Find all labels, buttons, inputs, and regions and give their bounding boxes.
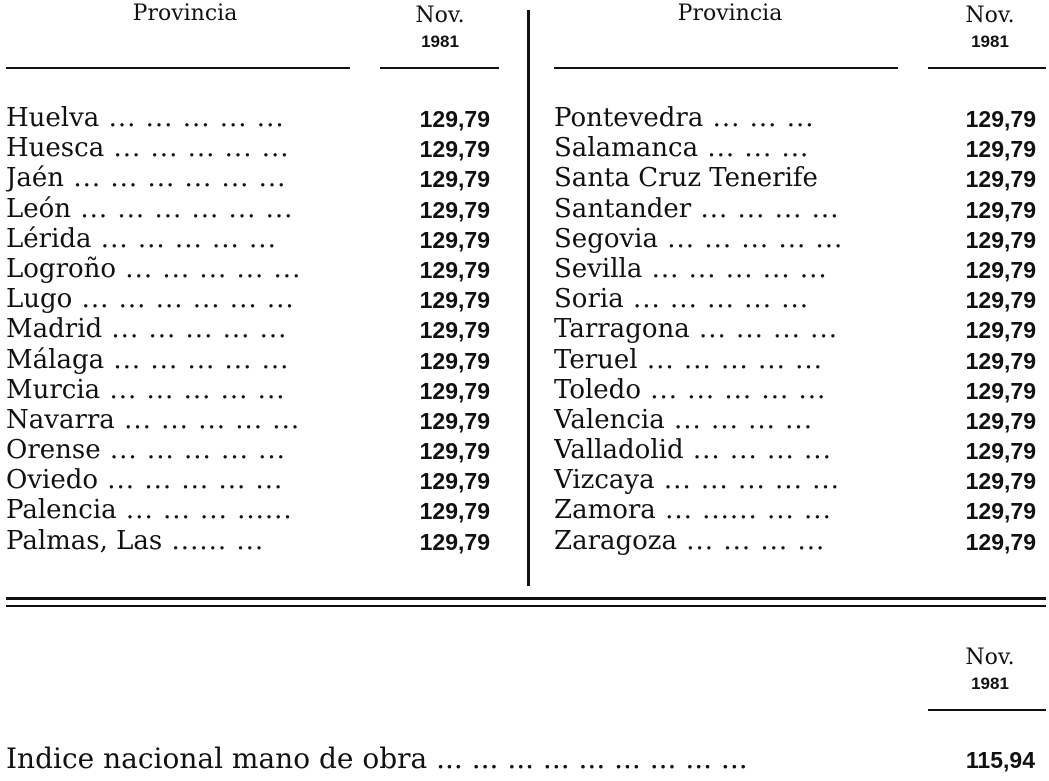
leader-dots: ... ... ... <box>703 103 815 133</box>
double-rule-top <box>6 597 1046 600</box>
province-name: Sevilla <box>554 253 643 284</box>
province-value: 129,79 <box>419 528 490 555</box>
province-name-cell <box>554 345 904 375</box>
province-row <box>554 224 1044 254</box>
province-name: Huesca <box>6 133 105 164</box>
province-value: 129,79 <box>419 166 490 193</box>
province-value: 129,79 <box>965 256 1036 283</box>
province-name: Logroño <box>6 253 117 284</box>
left-value-underline <box>380 67 499 69</box>
province-row <box>6 254 496 284</box>
province-value: 129,79 <box>965 196 1036 223</box>
index-value-underline <box>928 709 1046 711</box>
province-value: 129,79 <box>419 317 490 344</box>
province-value: 129,79 <box>965 106 1036 132</box>
province-row <box>6 194 496 224</box>
leader-dots: ... ... ... <box>698 133 810 164</box>
right-month-header: Nov. <box>965 3 1015 28</box>
leader-dots: ... ... ... ... ... <box>637 344 823 375</box>
province-row <box>554 254 1044 284</box>
leader-dots: ... ... ... ... ... <box>99 103 285 133</box>
province-row <box>6 465 496 495</box>
leader-dots: ... ... ... ...... <box>116 495 293 526</box>
left-year-header: 1981 <box>421 32 459 51</box>
province-value: 129,79 <box>419 468 490 495</box>
national-index-text: Indice nacional mano de obra <box>6 742 428 775</box>
province-name-cell <box>6 314 356 344</box>
province-name: Pontevedra <box>554 103 704 133</box>
province-name: Oviedo <box>6 465 99 496</box>
province-value: 129,79 <box>419 498 490 525</box>
leader-dots: ... ... ... ... ... <box>642 253 828 284</box>
province-value: 129,79 <box>419 377 490 404</box>
province-row <box>6 314 496 344</box>
province-name: Lugo <box>6 284 73 315</box>
province-row <box>554 103 1044 133</box>
province-name: Valencia <box>554 404 665 435</box>
province-name: Segovia <box>554 223 658 254</box>
left-provincia-header: Provincia <box>132 1 238 26</box>
province-name-cell <box>6 435 356 465</box>
leader-dots: ... ... ... ... ... <box>98 465 284 496</box>
province-row <box>6 103 496 133</box>
leader-dots: ... ... ... ... ... ... <box>72 284 295 315</box>
national-index-value: 115,94 <box>965 747 1035 773</box>
index-month-header: Nov. <box>965 645 1015 670</box>
leader-dots: ... ... ... ... ... <box>104 344 290 375</box>
national-index-label <box>6 742 748 776</box>
province-name-cell <box>554 435 904 465</box>
province-name: Murcia <box>6 374 101 405</box>
province-name-cell <box>6 194 356 224</box>
province-name-cell <box>554 133 904 163</box>
province-name: Santa Cruz Tenerife <box>554 163 818 194</box>
leader-dots: ... ... ... ... ... <box>100 374 286 405</box>
province-value: 129,79 <box>419 287 490 314</box>
province-value: 129,79 <box>419 226 490 253</box>
province-row <box>554 163 1044 193</box>
province-row <box>6 495 496 525</box>
column-divider <box>527 10 530 586</box>
province-name: León <box>6 193 72 224</box>
province-row <box>554 495 1044 525</box>
province-row <box>6 375 496 405</box>
leader-dots: ... ... ... ... ... <box>104 133 290 164</box>
province-value: 129,79 <box>419 106 490 132</box>
national-index-leader-dots: ... ... ... ... ... ... ... ... ... <box>427 742 748 775</box>
province-name-cell <box>6 465 356 495</box>
leader-dots: ...... ... <box>162 525 265 556</box>
province-row <box>554 526 1044 556</box>
province-value: 129,79 <box>965 287 1036 314</box>
province-name-cell <box>554 405 904 435</box>
leader-dots: ... ... ... ... <box>689 314 838 345</box>
right-provincia-underline <box>554 67 898 69</box>
province-name-cell <box>6 103 356 133</box>
leader-dots: ... ... ... ... ... ... <box>64 163 287 194</box>
province-row <box>554 375 1044 405</box>
leader-dots: ... ... ... ... <box>691 193 840 224</box>
province-name-cell <box>554 375 904 405</box>
province-row <box>554 345 1044 375</box>
leader-dots: ... ... ... ... ... <box>102 314 288 345</box>
province-name-cell <box>554 495 904 525</box>
province-name-cell <box>6 284 356 314</box>
province-name: Salamanca <box>554 133 699 164</box>
province-name: Huelva <box>6 103 100 133</box>
province-row <box>554 194 1044 224</box>
province-value: 129,79 <box>965 498 1036 525</box>
province-name: Zaragoza <box>554 525 677 556</box>
province-row <box>554 133 1044 163</box>
right-province-list <box>554 103 1044 556</box>
province-name: Lérida <box>6 223 92 254</box>
province-name-cell <box>554 314 904 344</box>
province-name: Palencia <box>6 495 117 526</box>
province-value: 129,79 <box>965 468 1036 495</box>
leader-dots: ... ...... ... ... <box>655 495 832 526</box>
leader-dots: ... ... ... ... <box>677 525 826 556</box>
province-name-cell <box>6 495 356 525</box>
province-value: 129,79 <box>419 438 490 465</box>
province-name-cell <box>554 163 904 193</box>
province-value: 129,79 <box>419 407 490 434</box>
province-name: Toledo <box>554 374 641 405</box>
province-value: 129,79 <box>965 528 1036 555</box>
index-year-header: 1981 <box>971 674 1009 693</box>
province-value: 129,79 <box>965 317 1036 344</box>
right-value-underline <box>928 67 1046 69</box>
province-row <box>554 284 1044 314</box>
province-name: Madrid <box>6 314 103 345</box>
province-name-cell <box>6 345 356 375</box>
leader-dots: ... ... ... ... ... <box>654 465 840 496</box>
province-name: Soria <box>554 284 624 315</box>
province-name-cell <box>554 103 904 133</box>
leader-dots: ... ... ... ... ... ... <box>71 193 294 224</box>
province-name: Jaén <box>6 163 65 194</box>
province-name: Navarra <box>6 404 115 435</box>
province-row <box>554 465 1044 495</box>
leader-dots: ... ... ... ... ... <box>100 435 286 466</box>
province-row <box>554 435 1044 465</box>
province-name-cell <box>554 526 904 556</box>
right-provincia-header: Provincia <box>677 1 783 26</box>
province-name-cell <box>6 526 356 556</box>
province-value: 129,79 <box>419 136 490 163</box>
province-name: Orense <box>6 435 101 466</box>
leader-dots: ... ... ... ... ... <box>623 284 810 315</box>
province-name: Valladolid <box>554 435 684 466</box>
province-name: Santander <box>554 193 692 224</box>
province-name-cell <box>6 224 356 254</box>
province-row <box>6 224 496 254</box>
province-name-cell <box>6 133 356 163</box>
province-name: Zamora <box>554 495 656 526</box>
province-name-cell <box>554 284 904 314</box>
leader-dots: ... ... ... ... ... <box>91 223 277 254</box>
province-name-cell <box>554 224 904 254</box>
province-name: Teruel <box>554 344 638 375</box>
leader-dots: ... ... ... ... <box>683 435 832 466</box>
right-year-header: 1981 <box>971 32 1009 51</box>
province-value: 129,79 <box>419 196 490 223</box>
province-row <box>6 345 496 375</box>
province-name-cell <box>6 163 356 193</box>
province-value: 129,79 <box>965 407 1036 434</box>
province-value: 129,79 <box>965 438 1036 465</box>
province-value: 129,79 <box>965 377 1036 404</box>
province-value: 129,79 <box>419 256 490 283</box>
province-name-cell <box>554 194 904 224</box>
province-value: 129,79 <box>965 347 1036 374</box>
leader-dots: ... ... ... ... ... <box>116 253 302 284</box>
leader-dots: ... ... ... ... ... <box>114 404 301 435</box>
province-row <box>554 405 1044 435</box>
leader-dots: ... ... ... ... ... <box>640 374 827 405</box>
province-name-cell <box>6 375 356 405</box>
province-name-cell <box>554 254 904 284</box>
province-name: Vizcaya <box>554 465 655 496</box>
province-name-cell <box>6 405 356 435</box>
province-name: Palmas, Las <box>6 525 163 556</box>
province-value: 129,79 <box>419 347 490 374</box>
province-row <box>6 405 496 435</box>
left-month-header: Nov. <box>415 3 465 28</box>
province-row <box>554 314 1044 344</box>
leader-dots: ... ... ... ... <box>664 404 813 435</box>
province-name-cell <box>554 465 904 495</box>
province-row <box>6 435 496 465</box>
province-row <box>6 163 496 193</box>
double-rule-bottom <box>6 605 1046 607</box>
province-value: 129,79 <box>965 166 1036 193</box>
province-name: Tarragona <box>554 314 690 345</box>
left-provincia-underline <box>6 67 350 69</box>
province-name: Málaga <box>6 344 105 375</box>
left-province-list <box>6 103 496 556</box>
province-value: 129,79 <box>965 136 1036 163</box>
leader-dots: ... ... ... ... ... <box>658 223 844 254</box>
province-row <box>6 133 496 163</box>
province-value: 129,79 <box>965 226 1036 253</box>
province-row <box>6 526 496 556</box>
province-row <box>6 284 496 314</box>
province-name-cell <box>6 254 356 284</box>
